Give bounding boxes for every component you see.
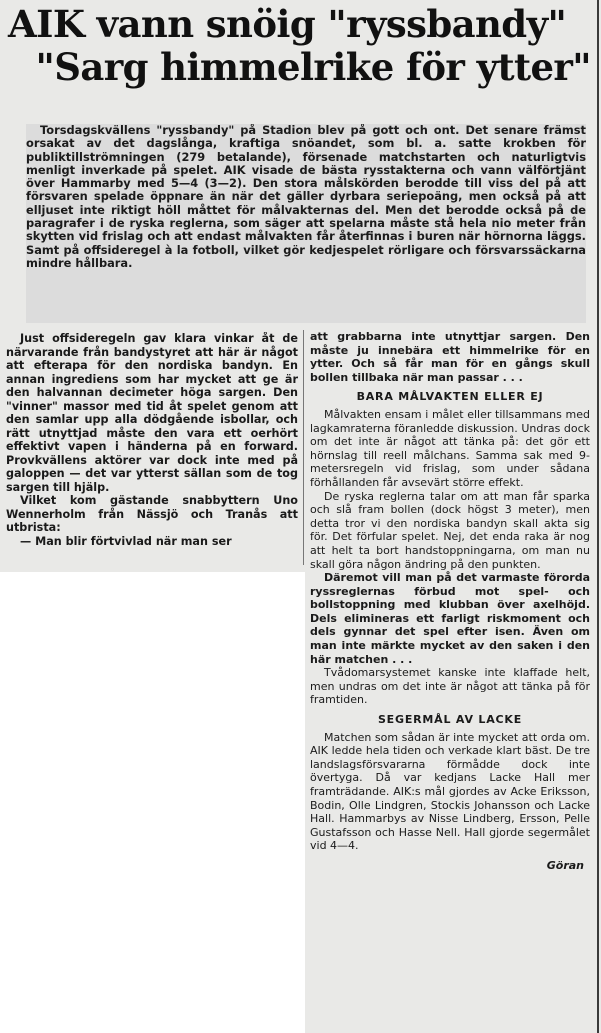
- right-column: [310, 330, 590, 1030]
- left-paragraph-1: Just offsideregeln gav klara vinkar åt de närvarande från bandystyret att här är något att efterapa för den nordiska bandyn. En annan ingrediens som har mycket att ge är den halvannan decimeter höga sargen. Den "vinner" massor med tid åt spelet genom att den samlar upp alla dödgående isbollar, och rätt utnyttjad måste den vara ett oerhört effektivt vapen i händerna på en forward. Provkvällens aktörer var dock inte med på galoppen — det var ytterst sällan som de tog sargen till hjälp.: [6, 332, 298, 494]
- author-signature: Göran: [546, 858, 584, 872]
- right-paragraph-4: Däremot vill man på det varmaste förorda ryssreglernas förbud mot spel- och bollstoppning med klubban över axelhöjd. Dels elimineras ett farligt riskmoment och dels gynnar det spel efter isen. Även om man inte märkte mycket av den saken i den här matchen . . .: [310, 571, 590, 666]
- subheading-segermal: SEGERMÅL AV LACKE: [377, 713, 523, 727]
- right-paragraph-2: Målvakten ensam i målet eller tillsammans med lagkamraterna föranledde diskussion. Undras dock om det inte är något att tänka på: det gör ett hörnslag till reell målchans. Samma sak med 9-metersregeln vid frislag, som under sådana förhållanden får avsevärt större effekt.: [310, 407, 590, 489]
- right-paragraph-6: Matchen som sådan är inte mycket att orda om. AIK ledde hela tiden och verkade klart bäst. De tre landslagsförsvararna förmådde dock inte övertyga. Då var kedjans Lacke Hall mer framträdande. AIK:s mål gjordes av Acke Eriksson, Bodin, Olle Lindgren, Stockis Johansson och Lacke Hall. Hammarbys av Nisse Lindberg, Ersson, Pelle Gustafsson och Hasse Nell. Hall gjorde segermålet vid 4—4.: [310, 730, 590, 853]
- right-paragraph-1: att grabbarna inte utnyttjar sargen. Den måste ju innebära ett himmelrike för en ytter. Och så får man för en gångs skull bollen tillbaka när man passar . . .: [310, 330, 590, 384]
- right-paragraph-3: De ryska reglerna talar om att man får sparka och slå fram bollen (dock högst 3 meter), men detta tror vi den nordiska bandyn skall akta sig för. Det förfular spelet. Nej, det enda raka är nog att helt ta bort handstoppningarna, om man nu skall göra någon ändring på den punkten.: [310, 489, 590, 571]
- column-divider: [303, 330, 304, 565]
- subheading-bara-malvakten: BARA MÅLVAKTEN ELLER EJ: [356, 390, 544, 404]
- ingress-paragraph: [26, 124, 586, 323]
- left-column: [6, 332, 298, 570]
- right-paragraph-5: Tvådomarsystemet kanske inte klaffade helt, men undras om det inte är något att tänka på för framtiden.: [310, 666, 590, 707]
- left-paragraph-3: — Man blir förtvivlad när man ser: [20, 534, 232, 548]
- headline: [8, 2, 593, 89]
- headline-line-1: AIK vann snöig "ryssbandy": [8, 2, 567, 46]
- clipping-edge: [597, 0, 599, 1033]
- left-paragraph-2: Vilket kom gästande snabbyttern Uno Wennerholm från Nässjö och Tranås att utbrista:: [6, 494, 298, 534]
- headline-line-2: "Sarg himmelrike för ytter": [35, 45, 591, 89]
- ingress-text: Torsdagskvällens "ryssbandy" på Stadion blev på gott och ont. Det senare främst orsakat av det dagslånga, kraftiga snöandet, som bl. a. satte krokben för publiktillströmningen (279 betalande), försenade matchstarten och naturligtvis menligt inverkade på spelet. AIK visade de bästa rysstakterna och vann välförtjänt över Hammarby med 5—4 (3—2). Den stora målskörden berodde till viss del på att försvaren spelade öppnare än när det gäller dyrbara seriepoäng, men också på att elljuset inte riktigt höll måttet för målvakternas del. Men det berodde också på de paragrafer i de ryska reglerna, som säger att spelarna måste stå hela nio meter från skytten vid frislag och att endast målvakten får återfinnas i buren när hörnorna läggs. Samt på offsideregel à la fotboll, vilket gör kedjespelet rörligare och försvarssäckarna mindre hållbara.: [26, 124, 586, 270]
